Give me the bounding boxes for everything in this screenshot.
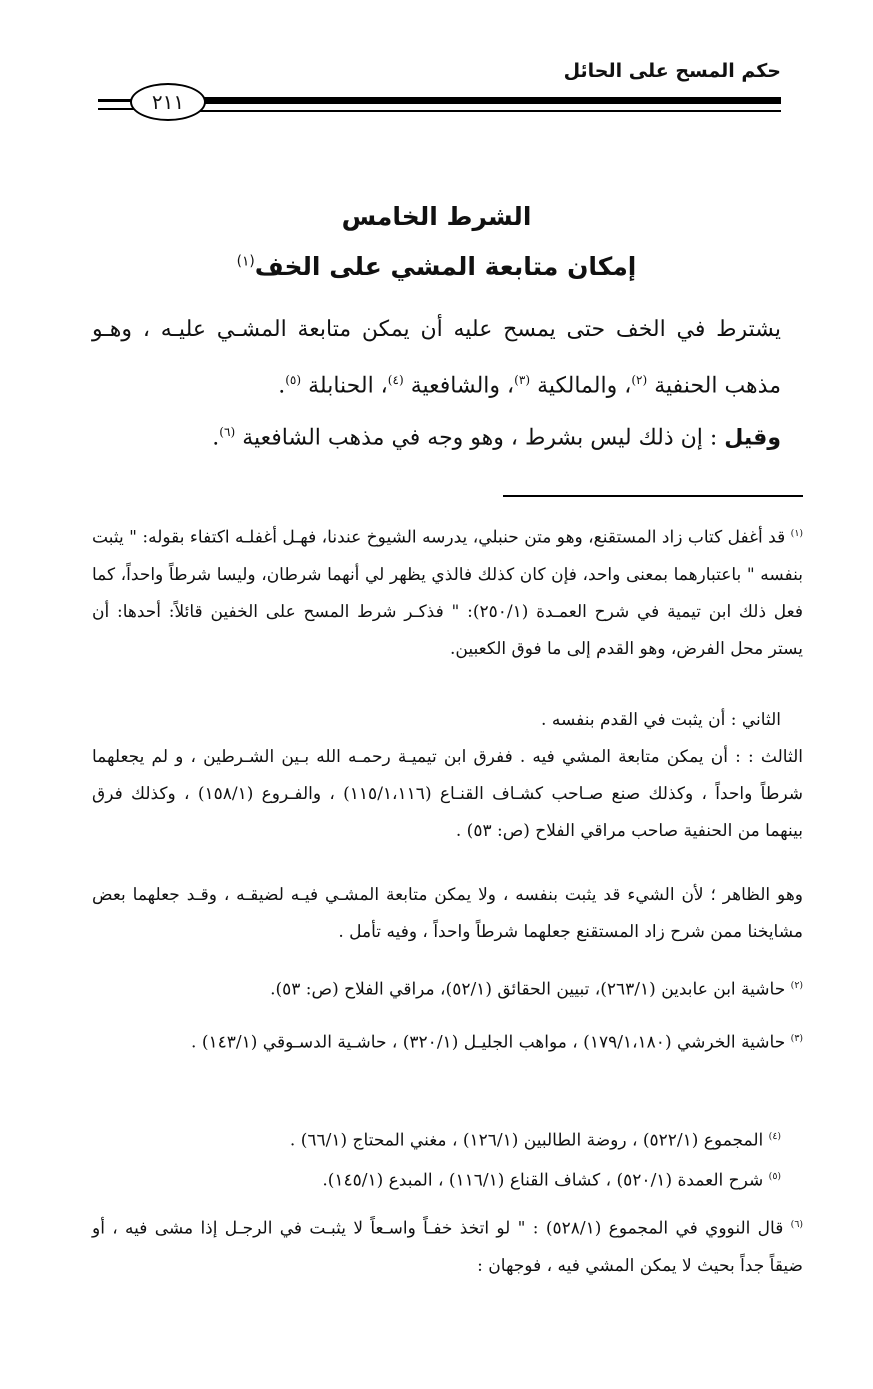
paragraph-1 [92,305,781,411]
footnote-1-second: الثاني : أن يثبت في القدم بنفسه . [541,710,781,730]
footnote-1-third: الثالث : : أن يمكن متابعة المشي فيه . ففرق ابن تيميـة رحمـه الله بـين الشـرطين ، و لم يجعلهما شرطاً واحداً ، وكذلك صنع صـاحب كشـاف القنـاع (١١٥/١،١١٦) ، والفـروع (١٥٨/١) ، وكذلك فرق بينهما من الحنفية صاحب مراقي الفلاح (ص: ٥٣) . [92,747,803,841]
p2-text-a: : إن ذلك ليس بشرط ، وهو وجه في مذهب الشافعية [235,425,725,451]
header-rule-left [98,99,134,102]
footnote-4-number: (٤) [768,1131,781,1142]
footnote-ref-3: (٣) [514,373,531,387]
header-rule-thick [200,97,781,104]
footnote-1-number: (١) [790,528,804,539]
page-number [130,83,206,121]
footnote-5 [92,1158,781,1200]
footnote-1-text: قد أغفل كتاب زاد المستقنع، وهو متن حنبلي، يدرسه الشيوخ عندنا، فهـل أغفلـه اكتفاء بقوله: " يثبت بنفسه " باعتبارهما بمعنى واحد، فإن كان كذلك فالذي يظهر لي أنهما شرطان، وليسا شرطاً واحداً، كما فعل ذلك ابن تيمية في شرح العمـدة (٢٥٠/١): " فذكـر شرط المسح على الخفين قائلاً: أحدها: أن يستر محل الفرض، وهو القدم إلى ما فوق الكعبين. [92,527,803,659]
footnote-5-text: شرح العمدة (٥٢٠/١) ، كشاف القناع (١١٦/١) ، المبدع (١٤٥/١). [322,1170,764,1191]
footnote-3 [92,1020,803,1062]
p2-text-b: . [212,425,220,451]
section-subtitle [60,252,813,281]
p1-text-d: ، الحنابلة [301,373,388,399]
footnote-separator [503,495,803,497]
footnote-ref-4: (٤) [387,373,404,387]
header-rule-thin [200,110,781,112]
p1-text-c: ، والشافعية [403,373,515,399]
footnote-4 [92,1118,781,1160]
footnote-3-number: (٣) [790,1033,803,1044]
footnote-ref-1: (١) [236,253,255,270]
page-number-text: ٢١١ [151,90,185,114]
footnote-1-conclusion: وهو الظاهر ؛ لأن الشيء قد يثبت بنفسه ، ولا يمكن متابعة المشـي فيـه لضيقـه ، وقـد جعلهما بعض مشايخنا ممن شرح زاد المستقنع جعلهما شرطاً واحداً ، وفيه تأمل . [92,885,803,942]
p1-text-b: ، والمالكية [530,373,632,399]
footnote-1 [92,515,803,668]
section-subtitle-text: إمكان متابعة المشي على الخف [254,252,637,281]
footnote-ref-2: (٢) [631,373,648,387]
paragraph-2 [92,407,781,463]
footnote-6-number: (٦) [790,1219,803,1230]
footnote-4-text: المجموع (٥٢٢/١) ، روضة الطالبين (١٢٦/١) ، مغني المحتاج (٦٦/١) . [289,1130,764,1151]
footnote-ref-5: (٥) [285,373,302,387]
footnote-6-text: قال النووي في المجموع (٥٢٨/١) : " لو اتخذ خفـاً واسـعاً لا يثبـت في الرجـل إذا مشى فيه ، أو ضيقاً جداً بحيث لا يمكن المشي فيه ، فوجهان : [92,1218,803,1276]
footnote-2 [92,967,803,1009]
footnote-ref-6: (٦) [219,425,236,439]
p1-text-e: . [278,373,286,399]
footnote-6 [92,1206,803,1285]
footnote-3-text: حاشية الخرشي (١٧٩/١،١٨٠) ، مواهب الجليـل (٣٢٠/١) ، حاشـية الدسـوقي (١٤٣/١) . [191,1032,786,1053]
footnote-5-number: (٥) [768,1171,781,1182]
p1-text-a: يشترط في الخف حتى يمسح عليه أن يمكن متابعة المشـي عليـه ، وهـو مذهب الحنفية [92,317,781,399]
p2-lead: وقيل [724,425,781,451]
running-title: حكم المسح على الحائل [563,60,781,82]
footnote-2-number: (٢) [790,980,803,991]
header-rule-left-thin [98,108,134,110]
section-title: الشرط الخامس [341,202,532,231]
footnote-2-text: حاشية ابن عابدين (٢٦٣/١)، تبيين الحقائق (٥٢/١)، مراقي الفلاح (ص: ٥٣). [270,979,786,1000]
